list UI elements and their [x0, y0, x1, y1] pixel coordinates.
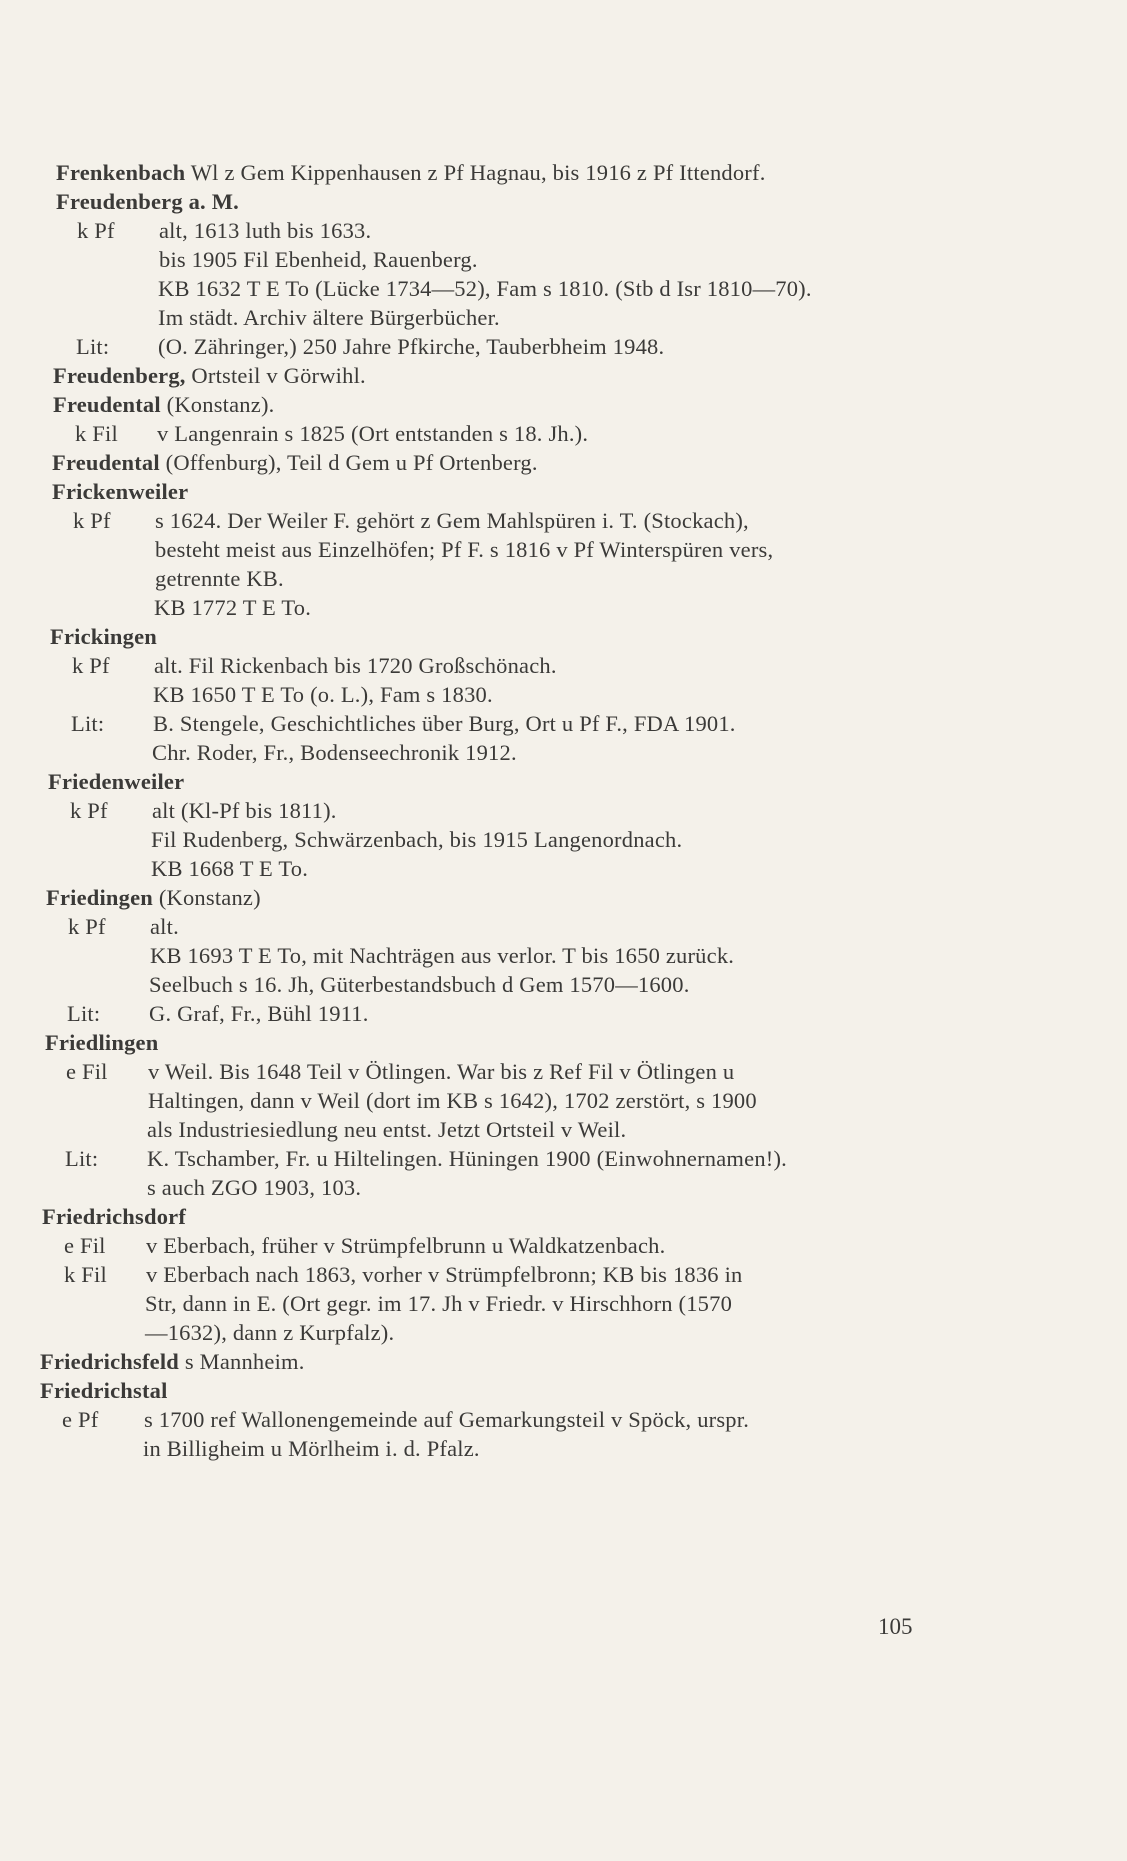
section-text: bis 1905 Fil Ebenheid, Rauenberg. [159, 247, 478, 272]
entry-frickingen [0, 622, 1127, 767]
entry-section [0, 1231, 1127, 1260]
entry-headword: Friedrichsdorf [42, 1204, 187, 1229]
section-line [0, 825, 1127, 854]
entry-headword: Friedenweiler [48, 769, 185, 794]
entry-headword: Frickenweiler [52, 479, 189, 504]
entry-friedrichstal [0, 1376, 1127, 1463]
section-line [0, 1289, 1127, 1318]
section-text: als Industriesiedlung neu entst. Jetzt Ortsteil v Weil. [147, 1117, 627, 1142]
section-label: k Fil [75, 421, 118, 446]
entry-headword: Freudental [52, 450, 160, 475]
section-label: Lit: [71, 711, 105, 736]
entry-section [0, 709, 1127, 767]
section-line [0, 274, 1127, 303]
section-line [0, 1405, 1127, 1434]
section-label: k Pf [70, 798, 108, 823]
section-line [0, 303, 1127, 332]
section-text: Im städt. Archiv ältere Bürgerbücher. [158, 305, 500, 330]
entry-headword: Freudental [53, 392, 161, 417]
section-line [0, 564, 1127, 593]
section-line [0, 999, 1127, 1028]
entry-heading-text: Ortsteil v Görwihl. [185, 363, 366, 388]
entry-heading [0, 883, 1127, 912]
entry-section [0, 419, 1127, 448]
entry-friedrichsfeld [0, 1347, 1127, 1376]
page-number: 105 [878, 1614, 913, 1639]
section-line [0, 1260, 1127, 1289]
section-label: k Pf [68, 914, 106, 939]
entry-headword: Friedingen [46, 885, 153, 910]
section-text: —1632), dann z Kurpfalz). [145, 1320, 395, 1345]
entry-freudental-konstanz [0, 390, 1127, 448]
entry-section [0, 999, 1127, 1028]
section-text: s 1700 ref Wallonengemeinde auf Gemarkungsteil v Spöck, urspr. [144, 1407, 750, 1432]
section-line [0, 1434, 1127, 1463]
entry-headword: Friedrichsfeld [40, 1349, 180, 1374]
section-line [0, 651, 1127, 680]
entry-frickenweiler [0, 477, 1127, 622]
entry-headword: Frenkenbach [56, 160, 186, 185]
section-line [0, 1231, 1127, 1260]
section-text: alt. Fil Rickenbach bis 1720 Großschönach. [154, 653, 557, 678]
entry-section [0, 506, 1127, 622]
entry-heading-text: Wl z Gem Kippenhausen z Pf Hagnau, bis 1916 z Pf Ittendorf. [185, 160, 766, 185]
entry-headword: Friedlingen [45, 1030, 159, 1055]
entry-section [0, 1405, 1127, 1463]
entry-heading [0, 1202, 1127, 1231]
section-label: Lit: [67, 1001, 101, 1026]
entry-headword: Freudenberg, [53, 363, 186, 388]
section-line [0, 593, 1127, 622]
section-line [0, 1173, 1127, 1202]
section-line [0, 738, 1127, 767]
entry-section [0, 912, 1127, 999]
entry-freudenberg-ortsteil [0, 361, 1127, 390]
section-line [0, 1318, 1127, 1347]
section-line [0, 680, 1127, 709]
section-text: K. Tschamber, Fr. u Hiltelingen. Hüningen 1900 (Einwohnernamen!). [147, 1146, 787, 1171]
section-text: KB 1632 T E To (Lücke 1734—52), Fam s 1810. (Stb d Isr 1810—70). [158, 276, 812, 301]
section-text: KB 1650 T E To (o. L.), Fam s 1830. [153, 682, 493, 707]
entry-friedingen [0, 883, 1127, 1028]
section-text: (O. Zähringer,) 250 Jahre Pfkirche, Tauberbheim 1948. [158, 334, 665, 359]
entry-heading [0, 1376, 1127, 1405]
section-label: e Fil [64, 1233, 106, 1258]
entry-friedrichsdorf [0, 1202, 1127, 1347]
section-label: k Pf [72, 653, 110, 678]
section-text: alt (Kl-Pf bis 1811). [152, 798, 337, 823]
entry-heading [0, 477, 1127, 506]
entry-heading-text: (Konstanz). [160, 392, 275, 417]
section-line [0, 970, 1127, 999]
entry-section [0, 1144, 1127, 1202]
section-text: v Eberbach, früher v Strümpfelbrunn u Waldkatzenbach. [146, 1233, 666, 1258]
section-text: KB 1772 T E To. [154, 595, 312, 620]
section-text: Fil Rudenberg, Schwärzenbach, bis 1915 Langenordnach. [151, 827, 683, 852]
section-text: v Langenrain s 1825 (Ort entstanden s 18. Jh.). [157, 421, 589, 446]
entry-friedlingen [0, 1028, 1127, 1202]
entry-heading-text: (Offenburg), Teil d Gem u Pf Ortenberg. [159, 450, 538, 475]
section-label: e Pf [62, 1407, 99, 1432]
section-line [0, 941, 1127, 970]
section-line [0, 1115, 1127, 1144]
section-line [0, 245, 1127, 274]
section-line [0, 1057, 1127, 1086]
entry-freudental-offenburg [0, 448, 1127, 477]
entry-heading [0, 767, 1127, 796]
section-text: KB 1693 T E To, mit Nachträgen aus verlor. T bis 1650 zurück. [150, 943, 735, 968]
section-line [0, 419, 1127, 448]
section-line [0, 535, 1127, 564]
section-line [0, 912, 1127, 941]
section-label: k Fil [64, 1262, 107, 1287]
section-text: Chr. Roder, Fr., Bodenseechronik 1912. [152, 740, 517, 765]
section-text: s 1624. Der Weiler F. gehört z Gem Mahlspüren i. T. (Stockach), [155, 508, 749, 533]
entry-section [0, 332, 1127, 361]
entry-heading [0, 622, 1127, 651]
entry-section [0, 796, 1127, 883]
entry-headword: Frickingen [50, 624, 157, 649]
section-text: besteht meist aus Einzelhöfen; Pf F. s 1816 v Pf Winterspüren vers, [155, 537, 774, 562]
section-line [0, 854, 1127, 883]
entry-section [0, 651, 1127, 709]
section-text: Str, dann in E. (Ort gegr. im 17. Jh v Friedr. v Hirschhorn (1570 [145, 1291, 733, 1316]
section-text: KB 1668 T E To. [151, 856, 309, 881]
entry-heading [0, 187, 1127, 216]
entry-heading-text: s Mannheim. [179, 1349, 305, 1374]
section-line [0, 332, 1127, 361]
entry-heading-text: (Konstanz) [153, 885, 261, 910]
section-label: e Fil [66, 1059, 108, 1084]
section-label: k Pf [73, 508, 111, 533]
section-text: Seelbuch s 16. Jh, Güterbestandsbuch d Gem 1570—1600. [149, 972, 690, 997]
section-line [0, 709, 1127, 738]
section-text: G. Graf, Fr., Bühl 1911. [149, 1001, 369, 1026]
section-line [0, 216, 1127, 245]
entry-headword: Friedrichstal [40, 1378, 168, 1403]
section-text: s auch ZGO 1903, 103. [147, 1175, 362, 1200]
section-label: k Pf [77, 218, 115, 243]
section-text: alt, 1613 luth bis 1633. [159, 218, 372, 243]
section-line [0, 796, 1127, 825]
section-text: Haltingen, dann v Weil (dort im KB s 1642), 1702 zerstört, s 1900 [148, 1088, 757, 1113]
section-text: in Billigheim u Mörlheim i. d. Pfalz. [143, 1436, 480, 1461]
entry-section [0, 216, 1127, 332]
entry-heading [0, 390, 1127, 419]
section-line [0, 506, 1127, 535]
entry-freudenberg-am [0, 187, 1127, 361]
entry-friedenweiler [0, 767, 1127, 883]
entry-heading [0, 158, 1127, 187]
entry-heading [0, 1028, 1127, 1057]
section-text: v Weil. Bis 1648 Teil v Ötlingen. War bis z Ref Fil v Ötlingen u [148, 1059, 735, 1084]
entry-heading [0, 1347, 1127, 1376]
entry-heading [0, 361, 1127, 390]
gazetteer-entries [0, 158, 1127, 1463]
entry-section [0, 1260, 1127, 1347]
section-line [0, 1086, 1127, 1115]
section-line [0, 1144, 1127, 1173]
entry-headword: Freudenberg a. M. [56, 189, 239, 214]
section-text: getrennte KB. [155, 566, 284, 591]
entry-heading [0, 448, 1127, 477]
section-text: v Eberbach nach 1863, vorher v Strümpfelbronn; KB bis 1836 in [146, 1262, 743, 1287]
section-label: Lit: [76, 334, 110, 359]
section-text: alt. [150, 914, 179, 939]
entry-section [0, 1057, 1127, 1144]
section-text: B. Stengele, Geschichtliches über Burg, Ort u Pf F., FDA 1901. [153, 711, 736, 736]
entry-frenkenbach [0, 158, 1127, 187]
section-label: Lit: [65, 1146, 99, 1171]
